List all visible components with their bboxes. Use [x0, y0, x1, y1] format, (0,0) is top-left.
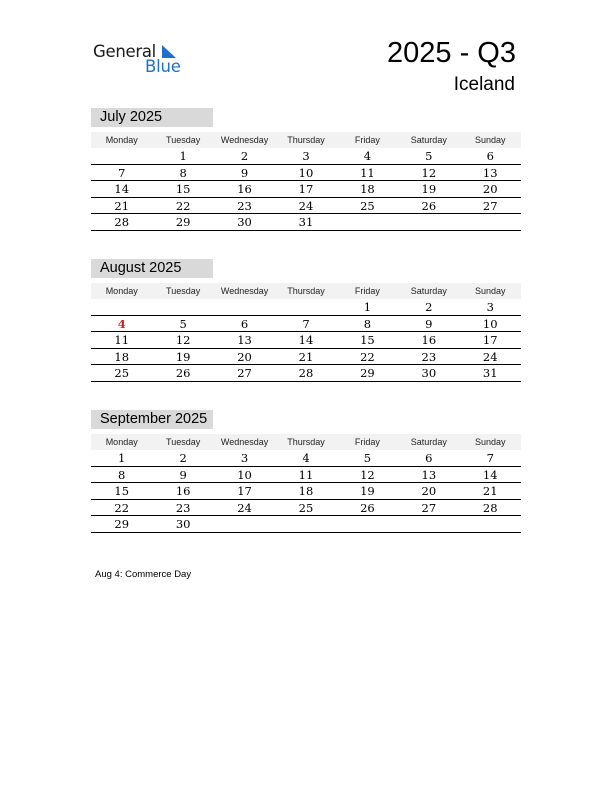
day-cell: 24	[482, 349, 498, 364]
day-cell: 20	[421, 484, 437, 499]
week-row	[91, 365, 521, 382]
weekday-label: Friday	[354, 286, 380, 296]
week-row	[91, 214, 521, 231]
week-row	[91, 483, 521, 500]
week-row	[91, 299, 521, 316]
month-calendar	[91, 410, 521, 533]
week-row	[91, 181, 521, 198]
week-row	[91, 450, 521, 467]
weekday-header-row	[91, 283, 521, 299]
page-title: 2025 - Q3	[387, 37, 516, 69]
week-row	[91, 198, 521, 215]
day-cell: 18	[360, 182, 375, 197]
week-row	[91, 516, 521, 533]
day-cell: 2	[425, 300, 433, 314]
day-cell: 9	[240, 165, 249, 180]
day-cell: 8	[179, 165, 187, 180]
day-cell	[337, 516, 398, 532]
week-row	[91, 467, 521, 484]
weekday-label: Thursday	[287, 437, 325, 447]
week-row	[91, 316, 521, 333]
week-row	[91, 500, 521, 517]
day-cell: 27	[482, 198, 498, 213]
day-cell	[275, 516, 336, 532]
weekday-label: Saturday	[410, 135, 447, 145]
week-row	[91, 332, 521, 349]
day-cell	[214, 516, 275, 532]
day-cell	[275, 299, 336, 315]
day-cell: 10	[237, 467, 252, 482]
month-title: September 2025	[91, 410, 213, 429]
day-cell: 22	[175, 198, 191, 213]
day-cell: 4	[117, 316, 126, 331]
day-cell: 6	[240, 316, 249, 331]
weekday-label: Tuesday	[166, 437, 201, 447]
day-cell: 15	[175, 182, 191, 197]
weekday-label: Saturday	[410, 286, 447, 296]
day-cell: 29	[360, 366, 375, 381]
day-cell: 6	[486, 149, 494, 163]
day-cell: 25	[360, 198, 375, 213]
weekday-label: Wednesday	[220, 437, 269, 447]
day-cell: 16	[421, 333, 437, 348]
day-cell: 14	[114, 182, 130, 197]
day-cell: 30	[421, 366, 437, 381]
day-cell: 5	[363, 451, 372, 465]
day-cell: 31	[482, 366, 498, 381]
weekday-label: Monday	[105, 437, 138, 447]
day-cell: 26	[175, 366, 191, 381]
weekday-header-row	[91, 434, 521, 450]
month-calendar	[91, 259, 521, 382]
week-row	[91, 165, 521, 182]
day-cell: 17	[482, 333, 498, 348]
day-cell: 7	[486, 451, 494, 465]
day-cell: 21	[298, 349, 314, 364]
day-cell: 11	[360, 165, 375, 180]
day-cell: 13	[482, 165, 498, 180]
day-cell: 14	[298, 333, 314, 348]
day-cell: 27	[237, 366, 252, 381]
logo	[93, 42, 193, 78]
weekday-label: Monday	[105, 135, 138, 145]
day-cell: 9	[425, 316, 433, 331]
day-cell: 3	[240, 451, 249, 465]
day-cell: 26	[421, 198, 437, 213]
day-cell: 3	[486, 300, 494, 314]
day-cell: 12	[175, 333, 191, 348]
day-cell: 15	[360, 333, 375, 348]
day-cell	[91, 148, 152, 164]
day-cell: 11	[114, 333, 130, 348]
day-cell	[460, 516, 521, 532]
logo-text-blue: Blue	[145, 57, 181, 76]
day-cell: 9	[179, 467, 187, 482]
day-cell: 1	[179, 149, 187, 163]
weekday-label: Wednesday	[220, 135, 269, 145]
day-cell: 28	[482, 500, 498, 515]
day-cell: 18	[114, 349, 130, 364]
month-title: July 2025	[91, 108, 213, 127]
day-cell: 19	[175, 349, 191, 364]
month-calendar	[91, 108, 521, 231]
day-cell: 5	[179, 316, 187, 331]
day-cell: 7	[302, 316, 310, 331]
day-cell	[398, 516, 459, 532]
day-cell: 29	[175, 215, 191, 230]
day-cell: 8	[118, 467, 126, 482]
day-cell: 25	[298, 500, 314, 515]
week-row	[91, 349, 521, 366]
day-cell: 29	[114, 517, 130, 532]
weekday-label: Tuesday	[166, 135, 201, 145]
day-cell	[460, 214, 521, 230]
day-cell: 19	[360, 484, 375, 499]
day-cell: 27	[421, 500, 437, 515]
weekday-label: Wednesday	[220, 286, 269, 296]
weekday-label: Saturday	[410, 437, 447, 447]
day-cell: 11	[298, 467, 314, 482]
day-cell: 22	[114, 500, 130, 515]
day-cell: 19	[421, 182, 437, 197]
weekday-label: Sunday	[474, 437, 506, 447]
day-cell: 20	[482, 182, 498, 197]
day-cell	[337, 214, 398, 230]
day-cell: 4	[302, 451, 310, 465]
day-cell: 13	[421, 467, 437, 482]
day-cell: 31	[298, 215, 314, 230]
day-cell: 18	[298, 484, 314, 499]
day-cell: 2	[179, 451, 187, 465]
day-cell: 12	[421, 165, 437, 180]
weekday-label: Sunday	[474, 135, 506, 145]
day-cell: 30	[237, 215, 252, 230]
logo-text-general: General	[93, 42, 156, 61]
day-cell: 23	[421, 349, 437, 364]
day-cell: 21	[482, 484, 498, 499]
day-cell	[91, 299, 152, 315]
day-cell: 25	[114, 366, 130, 381]
day-cell: 23	[237, 198, 252, 213]
day-cell: 24	[237, 500, 252, 515]
weekday-label: Friday	[354, 437, 380, 447]
day-cell: 12	[360, 467, 375, 482]
day-cell: 21	[114, 198, 130, 213]
month-title: August 2025	[91, 259, 213, 278]
day-cell	[398, 214, 459, 230]
weekday-header-row	[91, 132, 521, 148]
day-cell: 20	[237, 349, 252, 364]
day-cell: 22	[360, 349, 375, 364]
day-cell: 13	[237, 333, 252, 348]
day-cell: 5	[425, 149, 433, 163]
holiday-note: Aug 4: Commerce Day	[95, 569, 192, 580]
day-cell: 8	[363, 316, 372, 331]
weekday-label: Thursday	[287, 135, 325, 145]
weekday-label: Friday	[354, 135, 380, 145]
day-cell: 14	[482, 467, 498, 482]
day-cell: 2	[240, 149, 249, 163]
day-cell: 3	[302, 149, 310, 163]
day-cell: 7	[118, 165, 126, 180]
weekday-label: Thursday	[287, 286, 325, 296]
day-cell: 28	[298, 366, 314, 381]
weekday-label: Monday	[105, 286, 138, 296]
day-cell	[152, 299, 213, 315]
week-row	[91, 148, 521, 165]
day-cell: 17	[237, 484, 252, 499]
day-cell: 10	[298, 165, 314, 180]
day-cell: 1	[118, 451, 126, 465]
day-cell: 30	[175, 517, 191, 532]
day-cell: 26	[360, 500, 375, 515]
day-cell	[214, 299, 275, 315]
day-cell: 28	[114, 215, 130, 230]
day-cell: 24	[298, 198, 314, 213]
day-cell: 17	[298, 182, 314, 197]
day-cell: 6	[425, 451, 433, 465]
weekday-label: Tuesday	[166, 286, 201, 296]
day-cell: 10	[482, 316, 498, 331]
day-cell: 15	[114, 484, 130, 499]
day-cell: 23	[175, 500, 191, 515]
day-cell: 16	[237, 182, 252, 197]
day-cell: 16	[175, 484, 191, 499]
day-cell: 4	[363, 149, 372, 163]
weekday-label: Sunday	[474, 286, 506, 296]
day-cell: 1	[363, 300, 372, 314]
country-name: Iceland	[453, 74, 515, 95]
